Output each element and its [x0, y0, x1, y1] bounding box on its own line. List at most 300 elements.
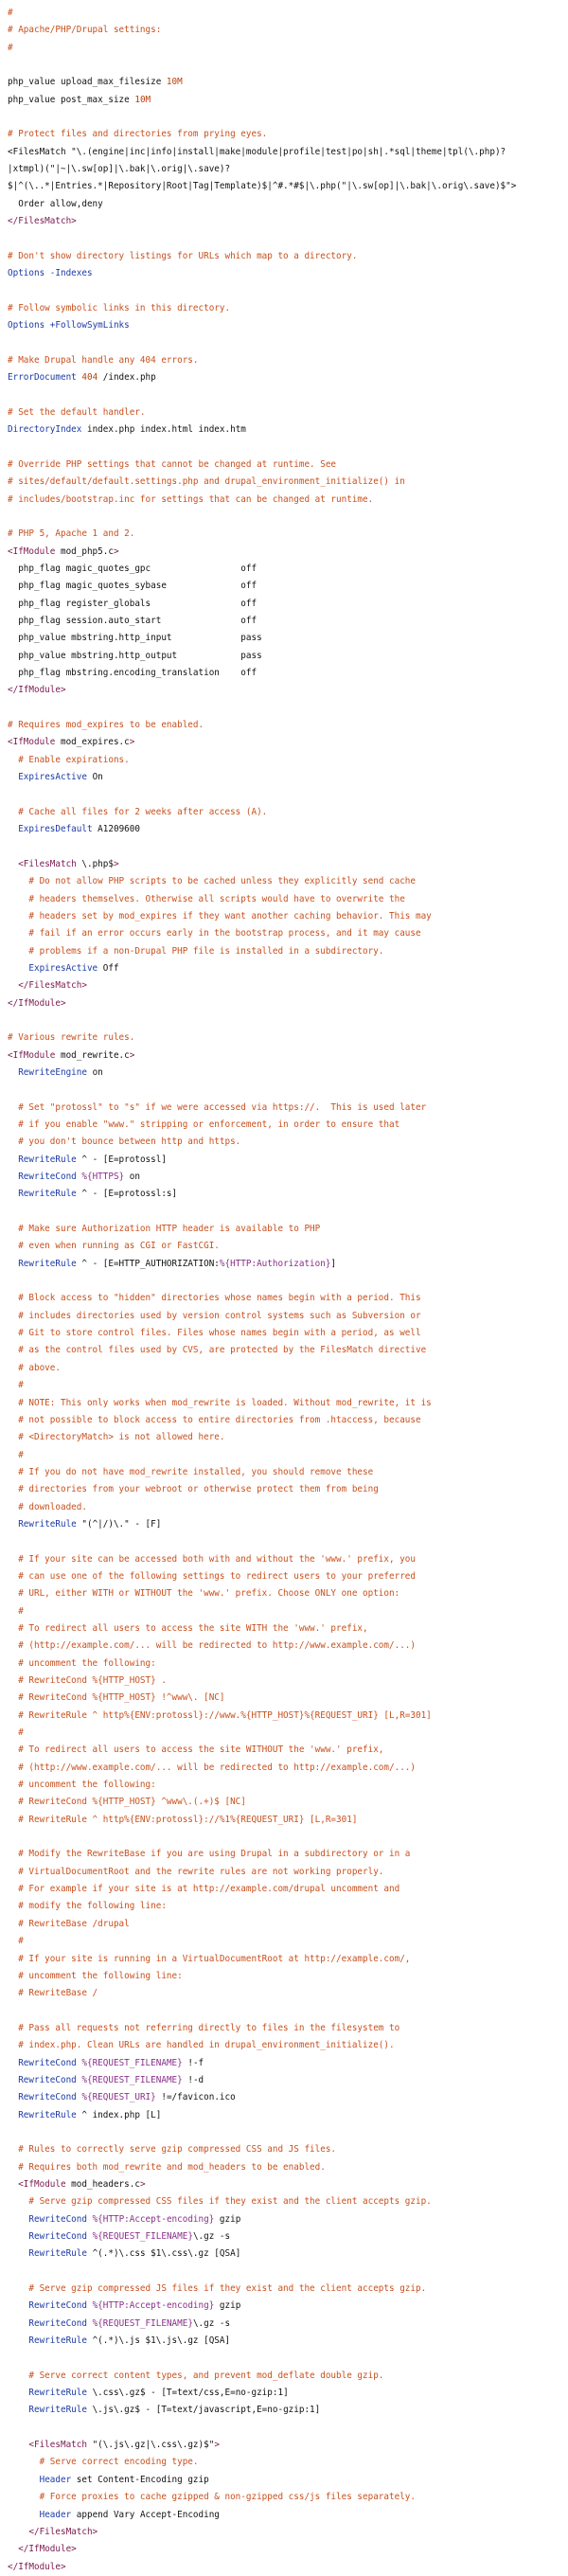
code-line — [8, 1204, 560, 1221]
code-keyword: Options — [8, 268, 45, 279]
code-text: On — [86, 772, 103, 783]
code-line — [8, 1325, 560, 1342]
code-line — [8, 300, 560, 317]
code-line — [8, 2385, 560, 2402]
code-comment: # Do not allow PHP scripts to be cached unless they explicitly send cache — [8, 876, 416, 887]
code-line — [8, 1152, 560, 1169]
code-text — [8, 1172, 18, 1182]
code-line — [8, 1760, 560, 1777]
code-comment: # not possible to block access to entire directories from .htaccess, because — [8, 1414, 421, 1425]
code-line — [8, 1585, 560, 1602]
code-comment: # Cache all files for 2 weeks after access (A). — [8, 806, 268, 817]
code-line — [8, 1273, 560, 1290]
code-tag: <FilesMatch — [18, 858, 77, 869]
code-comment: # Enable expirations. — [8, 754, 130, 765]
code-line — [8, 1429, 560, 1446]
code-line — [8, 839, 560, 856]
code-keyword: RewriteCond — [28, 2317, 87, 2329]
code-tag: > — [139, 2178, 146, 2190]
code-line — [8, 1308, 560, 1325]
code-keyword: RewriteRule — [18, 1518, 77, 1530]
code-line — [8, 40, 560, 57]
code-line — [8, 1620, 560, 1637]
code-line — [8, 960, 560, 977]
code-line — [8, 2524, 560, 2541]
code-line — [8, 1533, 560, 1550]
code-line — [8, 1864, 560, 1881]
code-text: gzip — [214, 2300, 241, 2312]
code-comment: # Modify the RewriteBase if you are using Drupal in a subdirectory or in a — [8, 1849, 411, 1860]
code-comment: # uncomment the following: — [8, 1657, 156, 1669]
code-line — [8, 1516, 560, 1533]
code-text — [8, 2405, 28, 2415]
code-variable: %{REQUEST_FILENAME} — [81, 2057, 183, 2068]
code-line — [8, 1829, 560, 1846]
code-line — [8, 2437, 560, 2454]
code-keyword: ExpiresActive — [18, 772, 87, 783]
code-comment: # Make sure Authorization HTTP header is available to PHP — [8, 1224, 321, 1235]
code-line — [8, 1881, 560, 1898]
code-line — [8, 178, 560, 195]
code-keyword: RewriteRule — [28, 2248, 87, 2260]
code-comment: # (http://example.com/... will be redirected to http://www.example.com/...) — [8, 1640, 416, 1652]
code-line — [8, 387, 560, 404]
code-comment: # VirtualDocumentRoot and the rewrite rules are not working properly. — [8, 1866, 384, 1877]
code-line — [8, 1447, 560, 1464]
code-line — [8, 439, 560, 456]
code-line — [8, 1637, 560, 1655]
code-line — [8, 230, 560, 247]
code-line — [8, 474, 560, 491]
code-line — [8, 1012, 560, 1029]
code-line — [8, 891, 560, 908]
code-text: php_value mbstring.http_input pass — [8, 633, 262, 644]
code-comment: # Force proxies to cache gzipped & non-gzipped css/js files separately. — [8, 2492, 416, 2503]
code-text — [8, 2510, 40, 2520]
code-line — [8, 2124, 560, 2141]
code-line — [8, 1395, 560, 1412]
code-line — [8, 109, 560, 126]
code-comment: # Serve gzip compressed CSS files if they exist and the client accepts gzip. — [8, 2196, 432, 2208]
code-tag: <IfModule — [8, 546, 56, 557]
code-keyword: RewriteCond — [28, 2300, 87, 2312]
code-line — [8, 213, 560, 230]
code-comment: # Follow symbolic links in this directory. — [8, 302, 231, 313]
code-keyword: DirectoryIndex — [8, 424, 82, 436]
code-line — [8, 2020, 560, 2037]
code-comment: # — [8, 8, 13, 18]
code-keyword: RewriteCond — [18, 2092, 77, 2103]
code-tag: <IfModule — [8, 1049, 56, 1061]
code-line — [8, 1064, 560, 1082]
code-comment: # — [8, 1605, 24, 1617]
code-line — [8, 2541, 560, 2558]
code-line — [8, 2333, 560, 2350]
code-text: Off — [98, 962, 119, 974]
code-text: append Vary Accept-Encoding — [71, 2509, 220, 2520]
code-text: \.gz -s — [192, 2231, 231, 2242]
code-keyword: RewriteRule — [18, 2109, 77, 2120]
code-text: ^ index.php [L] — [76, 2109, 162, 2120]
code-comment: # directories from your webroot or otherwise protect them from being — [8, 1484, 379, 1495]
code-text: mod_headers.c — [65, 2178, 140, 2190]
code-line — [8, 1933, 560, 1950]
code-comment: # URL, either WITH or WITHOUT the 'www.' prefix. Choose ONLY one option: — [8, 1588, 400, 1600]
code-comment: # PHP 5, Apache 1 and 2. — [8, 528, 135, 540]
code-line — [8, 856, 560, 873]
code-line — [8, 1968, 560, 1985]
code-line — [8, 526, 560, 543]
code-tag: </FilesMatch> — [28, 2526, 98, 2537]
code-line — [8, 1360, 560, 1377]
code-line — [8, 544, 560, 561]
code-comment: # Serve gzip compressed JS files if they exist and the client accepts gzip. — [8, 2283, 427, 2295]
code-line — [8, 2037, 560, 2054]
code-line — [8, 630, 560, 647]
code-comment: # NOTE: This only works when mod_rewrite is loaded. Without mod_rewrite, it is — [8, 1397, 432, 1408]
code-keyword: RewriteEngine — [18, 1066, 87, 1078]
code-comment: # RewriteCond %{HTTP_HOST} ^www\.(.+)$ [NC] — [8, 1797, 246, 1808]
code-line — [8, 700, 560, 717]
code-line — [8, 126, 560, 143]
code-line — [8, 943, 560, 960]
code-line — [8, 2141, 560, 2158]
code-line — [8, 509, 560, 526]
code-line — [8, 1134, 560, 1151]
code-text: ^ - [E=protossl:s] — [76, 1189, 178, 1200]
code-tag: > — [113, 858, 119, 869]
code-number: 10M — [134, 94, 151, 105]
code-text: php_value mbstring.http_output pass — [8, 650, 262, 661]
code-line — [8, 1186, 560, 1203]
code-tag: > — [214, 2440, 220, 2451]
code-keyword: RewriteRule — [18, 1258, 77, 1269]
code-line — [8, 2402, 560, 2419]
code-text: php_flag mbstring.encoding_translation off — [8, 668, 257, 679]
code-comment: # sites/default/default.settings.php and drupal_environment_initialize() in — [8, 476, 405, 488]
code-text: mod_php5.c — [55, 546, 114, 557]
code-line — [8, 1951, 560, 1968]
code-line — [8, 196, 560, 213]
code-keyword: -Indexes — [49, 268, 93, 279]
code-line — [8, 665, 560, 682]
code-keyword: RewriteCond — [18, 2074, 77, 2085]
code-keyword: ExpiresDefault — [18, 824, 93, 835]
code-comment: # If your site is running in a VirtualDocumentRoot at http://example.com/, — [8, 1953, 411, 1964]
code-line — [8, 561, 560, 578]
code-line — [8, 1290, 560, 1307]
code-text: $|^(\..*|Entries.*|Repository|Root|Tag|Template)$|^#.*#$|\.php("|\.sw[op]|\.bak|\.orig\.save)$"> — [8, 181, 517, 192]
code-tag: <IfModule — [18, 2178, 66, 2190]
code-tag: > — [113, 546, 119, 557]
code-line — [8, 752, 560, 769]
code-line — [8, 1708, 560, 1725]
code-text: ^(.*)\.js $1\.js\.gz [QSA] — [86, 2335, 231, 2347]
code-number: 404 — [81, 372, 98, 384]
code-line — [8, 1812, 560, 1829]
code-line — [8, 22, 560, 39]
code-text — [8, 824, 18, 834]
code-text: "(^|/)\." - [F] — [76, 1518, 162, 1530]
code-line — [8, 335, 560, 352]
code-variable: %{REQUEST_FILENAME} — [92, 2231, 193, 2242]
code-text — [8, 1189, 18, 1199]
code-line — [8, 1603, 560, 1620]
code-comment: # For example if your site is at http://example.com/drupal uncomment and — [8, 1884, 400, 1895]
code-keyword: RewriteRule — [28, 2405, 87, 2416]
code-comment: # Git to store control files. Files whose names begin with a period, as well — [8, 1328, 421, 1339]
code-text — [8, 772, 18, 782]
code-comment: # includes/bootstrap.inc for settings that can be changed at runtime. — [8, 493, 374, 505]
code-tag: <IfModule — [8, 737, 56, 748]
code-line — [8, 1481, 560, 1498]
code-text — [8, 1154, 18, 1165]
code-comment: # Requires both mod_rewrite and mod_headers to be enabled. — [8, 2161, 326, 2173]
code-text — [8, 859, 18, 869]
code-line — [8, 2263, 560, 2281]
code-line — [8, 369, 560, 386]
code-comment: # Rules to correctly serve gzip compressed CSS and JS files. — [8, 2144, 337, 2156]
code-line — [8, 2559, 560, 2576]
code-text: ] — [330, 1258, 337, 1269]
code-comment: # To redirect all users to access the site WITH the 'www.' prefix, — [8, 1622, 368, 1634]
code-line — [8, 2072, 560, 2089]
code-number: 10M — [166, 77, 183, 88]
code-keyword: Header — [39, 2474, 72, 2485]
code-comment: # headers themselves. Otherwise all scripts would have to overwrite the — [8, 893, 405, 904]
code-line — [8, 283, 560, 300]
code-text: php_flag magic_quotes_gpc off — [8, 564, 257, 574]
code-text — [8, 2388, 28, 2398]
code-line — [8, 1221, 560, 1238]
code-text — [8, 2075, 18, 2085]
code-comment: # problems if a non-Drupal PHP file is installed in a subdirectory. — [8, 945, 384, 957]
code-line — [8, 1377, 560, 1394]
code-comment: # Override PHP settings that cannot be changed at runtime. See — [8, 458, 337, 470]
code-keyword: RewriteRule — [28, 2335, 87, 2347]
code-comment: # downloaded. — [8, 1501, 87, 1512]
code-text — [8, 2527, 28, 2537]
code-text — [8, 1519, 18, 1530]
code-text: php_value post_max_size — [8, 94, 135, 105]
code-text: php_flag register_globals off — [8, 598, 257, 609]
code-comment: # — [8, 1727, 24, 1739]
code-line — [8, 578, 560, 595]
code-line — [8, 1568, 560, 1585]
code-line — [8, 821, 560, 838]
code-text: !-d — [182, 2074, 204, 2085]
code-comment: # If your site can be accessed both with and without the 'www.' prefix, you — [8, 1553, 416, 1565]
code-comment: # To redirect all users to access the site WITHOUT the 'www.' prefix, — [8, 1744, 384, 1756]
code-keyword: RewriteCond — [28, 2213, 87, 2225]
code-text: ^(.*)\.css $1\.css\.gz [QSA] — [86, 2248, 241, 2260]
code-variable: %{REQUEST_FILENAME} — [92, 2317, 193, 2329]
code-line — [8, 1464, 560, 1481]
code-text: \.gz -s — [192, 2317, 231, 2329]
code-line — [8, 421, 560, 438]
code-line — [8, 769, 560, 786]
code-text: A1209600 — [92, 824, 140, 835]
code-tag: </FilesMatch> — [8, 216, 77, 227]
code-comment: # <DirectoryMatch> is not allowed here. — [8, 1432, 225, 1443]
code-text: set Content-Encoding gzip — [71, 2474, 209, 2485]
code-line — [8, 1499, 560, 1516]
code-line — [8, 2472, 560, 2489]
code-comment: # RewriteRule ^ http%{ENV:protossl}://%1%{REQUEST_URI} [L,R=301] — [8, 1814, 358, 1825]
code-comment: # RewriteBase /drupal — [8, 1918, 130, 1929]
code-text — [8, 2214, 28, 2225]
code-line — [8, 2089, 560, 2106]
code-line — [8, 57, 560, 74]
code-line — [8, 648, 560, 665]
code-tag: </IfModule> — [18, 2544, 77, 2555]
code-line — [8, 1725, 560, 1742]
code-variable: %{REQUEST_FILENAME} — [81, 2074, 183, 2085]
code-line — [8, 1342, 560, 1359]
code-comment: # Block access to "hidden" directories whose names begin with a period. This — [8, 1293, 421, 1304]
code-comment: # — [8, 1936, 24, 1947]
code-keyword: ErrorDocument — [8, 372, 77, 384]
code-comment: # headers set by mod_expires if they want another caching behavior. This may — [8, 910, 432, 921]
code-text: \.js\.gz$ - [T=text/javascript,E=no-gzip:1] — [86, 2405, 321, 2416]
code-line — [8, 404, 560, 421]
code-comment: # — [8, 1380, 24, 1391]
code-line — [8, 1100, 560, 1117]
code-line — [8, 352, 560, 369]
code-line — [8, 873, 560, 890]
code-text — [8, 1259, 18, 1269]
code-text: ^ - [E=protossl] — [76, 1154, 167, 1165]
code-comment: # Protect files and directories from prying eyes. — [8, 129, 268, 140]
code-tag: </FilesMatch> — [18, 980, 87, 992]
code-variable: %{REQUEST_URI} — [81, 2092, 156, 2103]
code-line — [8, 456, 560, 474]
code-text: php_flag session.auto_start off — [8, 616, 257, 627]
code-text — [8, 2475, 40, 2485]
code-comment: # RewriteRule ^ http%{ENV:protossl}://www.%{HTTP_HOST}%{REQUEST_URI} [L,R=301] — [8, 1709, 432, 1721]
code-keyword: RewriteCond — [28, 2231, 87, 2242]
code-text — [8, 2335, 28, 2346]
code-line — [8, 717, 560, 734]
code-line — [8, 596, 560, 613]
code-tag: </IfModule> — [8, 2561, 66, 2572]
code-line — [8, 1742, 560, 1759]
code-line — [8, 1655, 560, 1673]
code-tag: > — [129, 737, 135, 748]
code-line — [8, 682, 560, 699]
code-line — [8, 977, 560, 994]
code-text: "(\.js\.gz|\.css\.gz)$" — [86, 2440, 215, 2451]
code-line — [8, 613, 560, 630]
code-keyword: RewriteRule — [18, 1189, 77, 1200]
code-text: gzip — [214, 2213, 241, 2225]
code-text: !-f — [182, 2057, 204, 2068]
code-comment: # Requires mod_expires to be enabled. — [8, 720, 204, 731]
code-variable: %{HTTP:Authorization} — [219, 1258, 331, 1269]
code-text — [8, 963, 28, 974]
code-comment: # — [8, 1449, 24, 1460]
code-line — [8, 1256, 560, 1273]
code-line — [8, 908, 560, 925]
code-line — [8, 317, 560, 334]
code-line — [8, 804, 560, 821]
code-line — [8, 1673, 560, 1690]
code-text: php_value upload_max_filesize — [8, 77, 167, 88]
code-keyword: +FollowSymLinks — [49, 320, 130, 331]
code-variable: %{HTTP:Accept-encoding} — [92, 2213, 215, 2225]
code-line — [8, 2159, 560, 2176]
code-line — [8, 2003, 560, 2020]
code-text: php_flag magic_quotes_sybase off — [8, 581, 257, 592]
code-variable: %{HTTPS} — [81, 1172, 125, 1183]
code-comment: # fail if an error occurs early in the bootstrap process, and it may cause — [8, 928, 421, 939]
code-line — [8, 1117, 560, 1134]
code-comment: # — [8, 42, 13, 53]
code-text: on — [86, 1066, 103, 1078]
code-line — [8, 1898, 560, 1915]
code-line — [8, 2316, 560, 2333]
code-comment: # includes directories used by version control systems such as Subversion or — [8, 1310, 421, 1321]
code-text — [8, 2544, 18, 2554]
code-line — [8, 1082, 560, 1099]
code-line — [8, 1916, 560, 1933]
code-line — [8, 2507, 560, 2524]
code-text — [8, 2231, 28, 2242]
code-text: \.css\.gz$ - [T=text/css,E=no-gzip:1] — [86, 2388, 289, 2399]
code-line — [8, 1047, 560, 1064]
code-line — [8, 2245, 560, 2263]
code-text: index.php index.html index.htm — [81, 424, 246, 436]
code-line — [8, 492, 560, 509]
code-text — [8, 2300, 28, 2311]
code-tag: > — [129, 1049, 135, 1061]
code-line — [8, 248, 560, 265]
code-line — [8, 2176, 560, 2193]
code-line — [8, 265, 560, 282]
code-tag: </IfModule> — [8, 997, 66, 1009]
code-keyword: RewriteRule — [28, 2388, 87, 2399]
code-text: ^ - [E=HTTP_AUTHORIZATION: — [76, 1258, 220, 1269]
code-line — [8, 1846, 560, 1863]
code-comment: # you don't bounce between http and https. — [8, 1136, 241, 1148]
code-comment: # uncomment the following: — [8, 1780, 156, 1791]
code-variable: %{HTTP:Accept-encoding} — [92, 2300, 215, 2312]
code-text — [8, 980, 18, 991]
code-line — [8, 2454, 560, 2471]
code-comment: # even when running as CGI or FastCGI. — [8, 1241, 220, 1252]
code-line — [8, 1412, 560, 1429]
code-keyword: ExpiresActive — [28, 962, 98, 974]
code-tag: </IfModule> — [8, 685, 66, 696]
code-line — [8, 1029, 560, 1046]
code-comment: # index.php. Clean URLs are handled in drupal_environment_initialize(). — [8, 2040, 395, 2051]
code-keyword: Options — [8, 320, 45, 331]
code-line — [8, 2489, 560, 2506]
code-line — [8, 2350, 560, 2367]
code-text: /index.php — [98, 372, 156, 384]
code-line — [8, 2228, 560, 2245]
code-keyword: RewriteCond — [18, 1172, 77, 1183]
code-text: \.php$ — [76, 858, 114, 869]
code-line — [8, 2107, 560, 2124]
code-line — [8, 2298, 560, 2315]
code-line — [8, 1169, 560, 1186]
code-line — [8, 1985, 560, 2002]
code-line — [8, 74, 560, 91]
code-comment: # Don't show directory listings for URLs which map to a directory. — [8, 250, 358, 261]
code-comment: # can use one of the following settings to redirect users to your preferred — [8, 1570, 416, 1582]
code-line — [8, 144, 560, 161]
